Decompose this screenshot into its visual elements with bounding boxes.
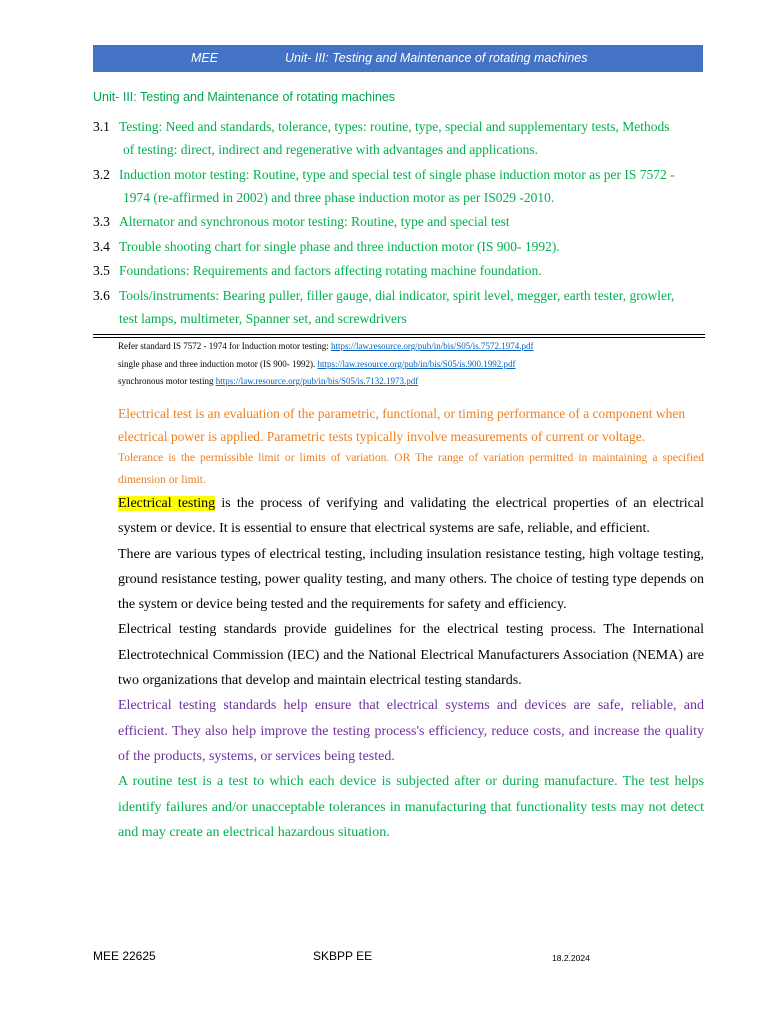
header-bar xyxy=(93,45,703,72)
header-unit-title: Unit- III: Testing and Maintenance of rotating machines xyxy=(285,51,588,65)
topic-3-4 xyxy=(93,235,713,258)
unit-title: Unit- III: Testing and Maintenance of rotating machines xyxy=(93,90,396,104)
topic-text: Induction motor testing: Routine, type and special test of single phase induction motor as per IS 7572 - xyxy=(119,166,675,182)
footer-institute: SKBPP EE xyxy=(313,949,373,963)
topic-3-3 xyxy=(93,210,713,233)
paragraph-text: is the process of verifying and validating the electrical properties of an electrical system or device. It is essential to ensure that electrical systems are safe, reliable, and efficient. xyxy=(118,496,704,537)
reference-item xyxy=(118,373,533,391)
reference-item xyxy=(118,338,533,356)
topic-text: Alternator and synchronous motor testing: Routine, type and special test xyxy=(119,214,510,229)
topic-3-1 xyxy=(93,115,713,161)
body-content xyxy=(118,402,704,845)
topic-number: 3.6 xyxy=(93,287,110,303)
topic-number: 3.2 xyxy=(93,166,110,182)
reference-item xyxy=(118,356,533,374)
topic-list xyxy=(93,115,713,331)
topic-text-continued: 1974 (re-affirmed in 2002) and three phase induction motor as per IS029 -2010. xyxy=(123,189,555,205)
reference-link[interactable]: https://law.resource.org/pub/in/bis/S05/is.7132.1973.pdf xyxy=(215,376,419,386)
topic-3-2 xyxy=(93,163,713,209)
reference-link[interactable]: https://law.resource.org/pub/in/bis/S05/is.900.1992.pdf xyxy=(317,358,516,369)
topic-text: Foundations: Requirements and factors affecting rotating machine foundation. xyxy=(119,263,542,278)
topic-number: 3.1 xyxy=(93,119,110,134)
reference-link[interactable]: https://law.resource.org/pub/in/bis/S05/is.7572.1974.pdf xyxy=(330,341,534,351)
highlighted-term: Electrical testing xyxy=(118,496,216,511)
footer-course-code: MEE 22625 xyxy=(93,949,156,963)
paragraph-tolerance: Tolerance is the permissible limit or limits of variation. OR The range of variation permitted in maintaining a specified dimension or limit. xyxy=(118,452,704,486)
footer-date: 18.2.2024 xyxy=(552,953,590,963)
reference-label: synchronous motor testing xyxy=(118,376,216,386)
topic-text-continued: of testing: direct, indirect and regenerative with advantages and applications. xyxy=(123,142,538,157)
topic-number: 3.4 xyxy=(93,238,110,254)
topic-text: Trouble shooting chart for single phase and three induction motor (IS 900- 1992). xyxy=(119,238,560,254)
paragraph-standards-help: Electrical testing standards help ensure that electrical systems and devices are safe, reliable, and efficient. They also help improve the testing process's efficiency, reduce costs, and increase the quality of the products, systems, or services being tested. xyxy=(118,698,704,764)
divider-line xyxy=(93,334,705,335)
reference-list xyxy=(118,338,533,391)
topic-3-5 xyxy=(93,259,713,282)
topic-text-continued: test lamps, multimeter, Spanner set, and screwdrivers xyxy=(119,310,407,326)
topic-3-6 xyxy=(93,284,713,330)
paragraph-standards: Electrical testing standards provide guidelines for the electrical testing process. The International Electrotechnical Commission (IEC) and the National Electrical Manufacturers Association (NEMA) are two organizations that develop and maintain electrical testing standards. xyxy=(118,622,704,689)
reference-label: single phase and three induction motor (IS 900- 1992). xyxy=(118,358,318,369)
topic-number: 3.3 xyxy=(93,214,110,229)
paragraph-electrical-test: Electrical test is an evaluation of the parametric, functional, or timing performance of a component when electrical power is applied. Parametric tests typically involve measurements of current or voltage. xyxy=(118,406,686,444)
topic-text: Tools/instruments: Bearing puller, filler gauge, dial indicator, spirit level, megger, earth tester, growler, xyxy=(119,287,675,303)
topic-text: Testing: Need and standards, tolerance, types: routine, type, special and supplementary tests, Methods xyxy=(119,119,670,134)
header-course: MEE xyxy=(191,51,219,65)
topic-number: 3.5 xyxy=(93,263,110,278)
paragraph-routine-test: A routine test is a test to which each device is subjected after or during manufacture. The test helps identify failures and/or unacceptable tolerances in manufacturing that functionality tests may not detect and may create an electrical hazardous situation. xyxy=(118,774,704,840)
reference-label: Refer standard IS 7572 - 1974 for Induction motor testing: xyxy=(118,341,331,351)
paragraph-types: There are various types of electrical testing, including insulation resistance testing, high voltage testing, ground resistance testing, power quality testing, and many others. The choice of testing type depends on the system or device being tested and the requirements for safety and efficiency. xyxy=(118,546,704,613)
paragraph-electrical-testing xyxy=(118,491,704,542)
